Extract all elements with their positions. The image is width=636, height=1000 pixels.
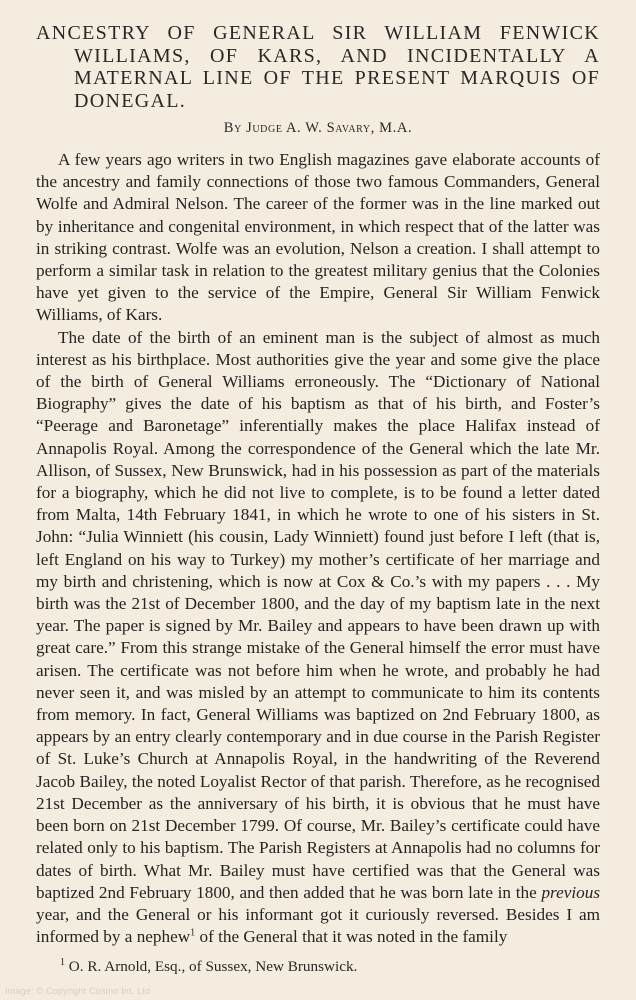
paragraph-2-text: The date of the birth of an eminent man is the subject of almost as much interest as his birthplace. Most authorities give the year and some give the place of the birth of General Williams erroneously. The “Dictionary of National Biography” gives the date of his baptism as that of his birth, and Foster’s “Peerage and Baronetage” inferentially makes the place Halifax instead of Annapolis Royal. Among the correspondence of the General which the late Mr. Allison, of Sussex, New Brunswick, had in his possession as part of the materials for a biography, which he did not live to complete, is to be found a letter dated from Malta, 14th February 1841, in which he wrote to one of his sisters in St. John: “Julia Winniett (his cousin, Lady Winniett) found just before I left (that is, left England on his way to Turkey) my mother’s certificate of her marriage and my birth and christening, which is now at Cox & Co.’s with my papers . . . My birth was the 21st of December 1800, and the day of my baptism late in the next year. The paper is signed by Mr. Bailey and appears to have been drawn up with great care.” From this strange mistake of the General himself the error must have arisen. The certificate was not before him when he wrote, and probably he had never seen it, and was misled by an attempt to communicate to him its contents from memory. In fact, General Williams was baptized on 2nd February 1800, as appears by an entry clearly contemporary and in due course in the Parish Register of St. Luke’s Church at Annapolis Royal, in the handwriting of the Reverend Jacob Bailey, the noted Loyalist Rector of that parish. Therefore, as he recognised 21st December as the anniversary of his birth, it is obvious that he must have been born on 21st December 1799. Of course, Mr. Bailey’s certificate could have related only to his baptism. The Parish Registers at Annapolis had no columns for dates of birth. What Mr. Bailey must have certified was that the General was baptized 2nd February 1800, and then added that he was born late in the	[36, 327, 600, 902]
paragraph-2-continuation: year, and the General or his informant got it curiously reversed. Besides I am informed by a nephew	[36, 904, 600, 947]
italic-word: previous	[541, 882, 601, 902]
article-title: ANCESTRY OF GENERAL SIR WILLIAM FENWICK WILLIAMS, OF KARS, AND INCIDENTALLY A MATERNAL LINE OF THE PRESENT MARQUIS OF DONEGAL.	[36, 22, 600, 112]
footnote-mark: 1	[60, 956, 65, 968]
body-paragraph-1: A few years ago writers in two English magazines gave elaborate accounts of the ancestry and family connections of those two famous Commanders, General Wolfe and Admiral Nelson. The career of the former was in the line marked out by inheritance and congenital environment, in which respect that of the latter was in striking contrast. Wolfe was an evolution, Nelson a creation. I shall attempt to perform a similar task in relation to the greatest military genius that the Colonies have yet given to the service of the Empire, General Sir William Fenwick Williams, of Kars.	[36, 150, 600, 325]
copyright-watermark: Image: © Copyright Cosmo Int. Ltd	[5, 986, 151, 996]
paragraph-2-tail: of the General that it was noted in the family	[195, 927, 508, 947]
page-content	[36, 22, 600, 948]
article-byline: By Judge A. W. Savary, M.A.	[223, 120, 413, 136]
footnote-reference[interactable]: 1	[190, 927, 196, 939]
body-paragraph-2	[36, 327, 600, 949]
footnote	[60, 958, 600, 976]
footnote-text: O. R. Arnold, Esq., of Sussex, New Brunswick.	[68, 958, 358, 975]
